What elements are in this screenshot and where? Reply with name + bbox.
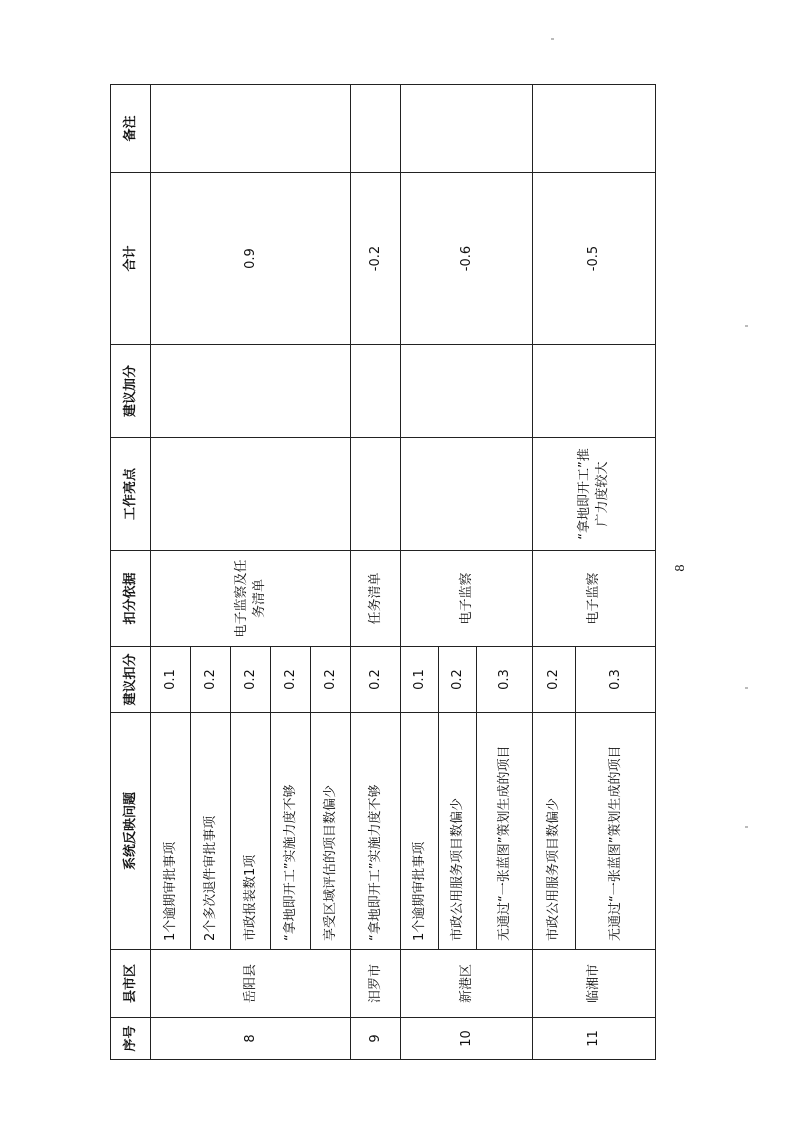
- county-name: 汨罗市: [350, 949, 400, 1017]
- evaluation-table: [110, 84, 656, 1060]
- issue-cell: 无通过“一张蓝图”策划生成的项目: [476, 712, 532, 949]
- county-name: 岳阳县: [150, 949, 350, 1017]
- highlight-cell: [400, 437, 532, 550]
- total-cell: -0.2: [350, 172, 400, 344]
- deduct-cell: 0.2: [270, 646, 310, 712]
- header-cell: 县市区: [110, 949, 150, 1017]
- deduct-cell: 0.2: [230, 646, 270, 712]
- table-row: [400, 84, 438, 1059]
- issue-cell: 1个逾期审批事项: [400, 712, 438, 949]
- note-cell: [150, 84, 350, 172]
- bonus-cell: [150, 344, 350, 437]
- row-number: 9: [350, 1017, 400, 1059]
- scan-speck: [745, 687, 748, 689]
- table-row: [150, 84, 190, 1059]
- header-cell: 建议加分: [110, 344, 150, 437]
- total-cell: 0.9: [150, 172, 350, 344]
- scan-speck: [551, 38, 554, 40]
- deduct-cell: 0.2: [190, 646, 230, 712]
- header-cell: 工作亮点: [110, 437, 150, 550]
- deduct-cell: 0.2: [310, 646, 350, 712]
- header-cell: 扣分依据: [110, 550, 150, 646]
- highlight-cell: “拿地即开工”推广力度较大: [532, 437, 655, 550]
- issue-cell: “拿地即开工”实施力度不够: [350, 712, 400, 949]
- header-cell: 序号: [110, 1017, 150, 1059]
- scan-speck: [745, 325, 748, 327]
- bonus-cell: [400, 344, 532, 437]
- issue-cell: 2个多次退件审批事项: [190, 712, 230, 949]
- deduct-cell: 0.3: [575, 646, 655, 712]
- deduct-cell: 0.1: [150, 646, 190, 712]
- county-name: 新港区: [400, 949, 532, 1017]
- deduct-cell: 0.3: [476, 646, 532, 712]
- header-cell: 备注: [110, 84, 150, 172]
- issue-cell: 市政报装数1项: [230, 712, 270, 949]
- note-cell: [532, 84, 655, 172]
- basis-cell: 任务清单: [350, 550, 400, 646]
- page-number: 8: [672, 564, 687, 572]
- header-row: [110, 84, 150, 1059]
- deduct-cell: 0.1: [400, 646, 438, 712]
- county-name: 临湘市: [532, 949, 655, 1017]
- deduct-cell: 0.2: [532, 646, 575, 712]
- deduct-cell: 0.2: [438, 646, 476, 712]
- issue-cell: 无通过“一张蓝图”策划生成的项目: [575, 712, 655, 949]
- highlight-cell: [150, 437, 350, 550]
- table-row: [532, 84, 575, 1059]
- issue-cell: “拿地即开工”实施力度不够: [270, 712, 310, 949]
- highlight-cell: [350, 437, 400, 550]
- issue-cell: 1个逾期审批事项: [150, 712, 190, 949]
- total-cell: -0.5: [532, 172, 655, 344]
- basis-cell: 电子监察及任务清单: [150, 550, 350, 646]
- issue-cell: 市政公用服务项目数偏少: [532, 712, 575, 949]
- scan-speck: [745, 826, 748, 828]
- rotated-table-frame: [110, 85, 655, 1060]
- row-number: 10: [400, 1017, 532, 1059]
- table-row: [350, 84, 400, 1059]
- issue-cell: 市政公用服务项目数偏少: [438, 712, 476, 949]
- note-cell: [400, 84, 532, 172]
- issue-cell: 享受区域评估的项目数偏少: [310, 712, 350, 949]
- header-cell: 系统反映问题: [110, 712, 150, 949]
- header-cell: 合计: [110, 172, 150, 344]
- basis-cell: 电子监察: [532, 550, 655, 646]
- deduct-cell: 0.2: [350, 646, 400, 712]
- note-cell: [350, 84, 400, 172]
- basis-cell: 电子监察: [400, 550, 532, 646]
- total-cell: -0.6: [400, 172, 532, 344]
- row-number: 8: [150, 1017, 350, 1059]
- bonus-cell: [350, 344, 400, 437]
- header-cell: 建议扣分: [110, 646, 150, 712]
- row-number: 11: [532, 1017, 655, 1059]
- bonus-cell: [532, 344, 655, 437]
